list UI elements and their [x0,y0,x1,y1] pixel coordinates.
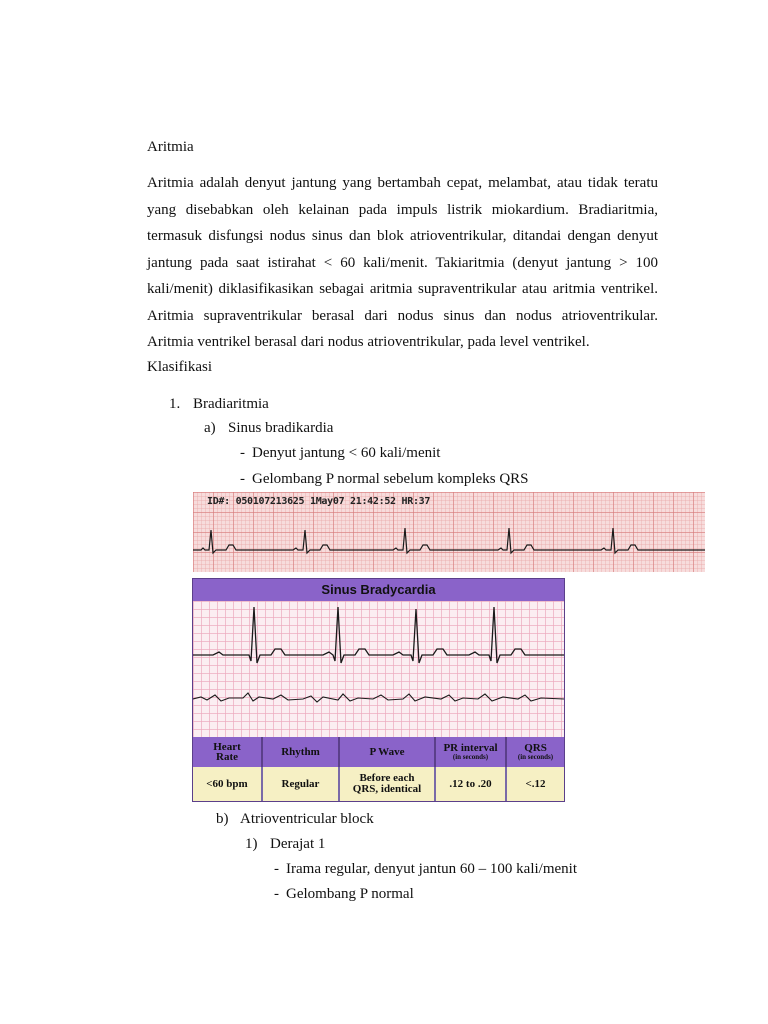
value-label: <.12 [525,777,546,790]
paragraph-line: termasuk disfungsi nodus sinus dan blok atrioventrikular, ditandai dengan denyut [147,228,658,244]
bullet-dash: - [274,861,279,877]
list-item-sinus-bradikardia: Sinus bradikardia [228,420,334,436]
list-item-av-block: Atrioventricular block [240,811,374,827]
ecg-strip-trace [193,492,705,572]
header-label: QRS [524,742,547,754]
paragraph-line: jantung pada saat istirahat < 60 kali/menit. Takiaritmia (denyut jantung > 100 [147,254,658,271]
bullet-text: Gelombang P normal [286,886,414,902]
paragraph-line: kali/menit) diklasifikasikan sebagai aritmia supraventrikular atau aritmia ventrikel. [147,281,658,297]
list-number: 1) [245,836,258,852]
list-item-bradiaritmia: Bradiaritmia [193,396,269,412]
header-p-wave [340,737,434,767]
ecg-strip-image [193,492,705,572]
header-sub-label: (in seconds) [517,753,554,761]
card-title: Sinus Bradycardia [193,579,564,601]
value-heart-rate [193,767,261,801]
bullet-dash: - [240,445,245,461]
paragraph-line: Aritmia supraventrikular berasal dari nodus sinus dan nodus atrioventrikular. [147,307,658,324]
intro-paragraph [147,170,658,356]
header-rhythm [263,737,338,767]
sinus-bradycardia-card [192,578,565,802]
list-letter: a) [204,420,216,436]
value-label: Before each QRS, identical [352,772,422,795]
section-heading: Aritmia [147,139,194,155]
list-number: 1. [169,396,181,412]
header-label: P Wave [369,746,405,758]
bullet-text: Irama regular, denyut jantun 60 – 100 kali/menit [286,861,577,877]
paragraph-line: yang disebabkan oleh kelainan pada impuls listrik miokardium. Bradiaritmia, [147,201,658,218]
header-sub-label: (in seconds) [452,753,489,761]
bullet-dash: - [240,471,245,487]
list-item-derajat-1: Derajat 1 [270,836,326,852]
bullet-text: Gelombang P normal sebelum kompleks QRS [252,471,529,487]
value-label: Regular [281,777,320,790]
card-ecg-grid [193,601,564,737]
paragraph-line: Aritmia adalah denyut jantung yang bertambah cepat, melambat, atau tidak teratu [147,175,658,191]
value-pr-interval [436,767,505,801]
value-qrs [507,767,564,801]
header-pr-interval [436,737,505,767]
paragraph-line: Aritmia ventrikel berasal dari nodus atrioventrikular, pada level ventrikel. [147,334,590,350]
header-heart-rate [193,737,261,767]
list-letter: b) [216,811,229,827]
card-values-row [193,767,564,801]
card-ecg-traces [193,601,564,737]
value-label: <60 bpm [206,777,248,790]
bullet-text: Denyut jantung < 60 kali/menit [252,445,441,461]
value-label: .12 to .20 [449,777,492,790]
header-label: PR interval [443,742,498,754]
card-header-row [193,737,564,767]
header-label: Rhythm [281,746,320,758]
value-rhythm [263,767,338,801]
value-p-wave [340,767,434,801]
ecg-strip-id-text: ID#: 050107213625 1May07 21:42:52 HR:37 [207,496,431,507]
header-label: Heart Rate [213,741,241,763]
subheading-klasifikasi: Klasifikasi [147,359,212,375]
header-qrs [507,737,564,767]
bullet-dash: - [274,886,279,902]
